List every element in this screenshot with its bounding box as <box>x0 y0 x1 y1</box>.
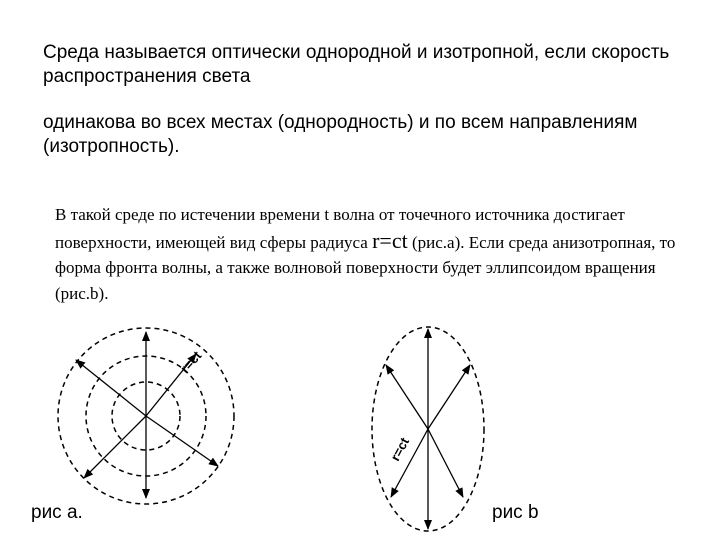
figure-a-caption: рис а. <box>31 502 83 523</box>
intro-definition-continued: одинакова во всех местах (однородность) и по всем направлениям (изотропность). <box>43 112 638 157</box>
radius-label-a: r=ct <box>177 347 205 377</box>
figure-b-caption: рис b <box>492 502 539 523</box>
intro-definition: Среда называется оптически однородной и изотропной, если скорость распространения света <box>43 42 670 87</box>
wave-text-part2: (рис.а). Если среда анизотропная, то форма фронта волны, а также волновой поверхности будет эллипсоидом вращения (рис.b). <box>55 232 676 303</box>
ray-down-right <box>428 429 463 497</box>
radius-formula: r=ct <box>372 227 408 253</box>
ray-up-left <box>386 365 428 429</box>
radius-label-b: r=ct <box>387 434 413 464</box>
ray-up-right <box>428 365 470 429</box>
wave-text-part1: В такой среде по истечении времени t волна от точечного источника достигает поверхности, имеющей вид сферы радиуса <box>55 205 625 252</box>
